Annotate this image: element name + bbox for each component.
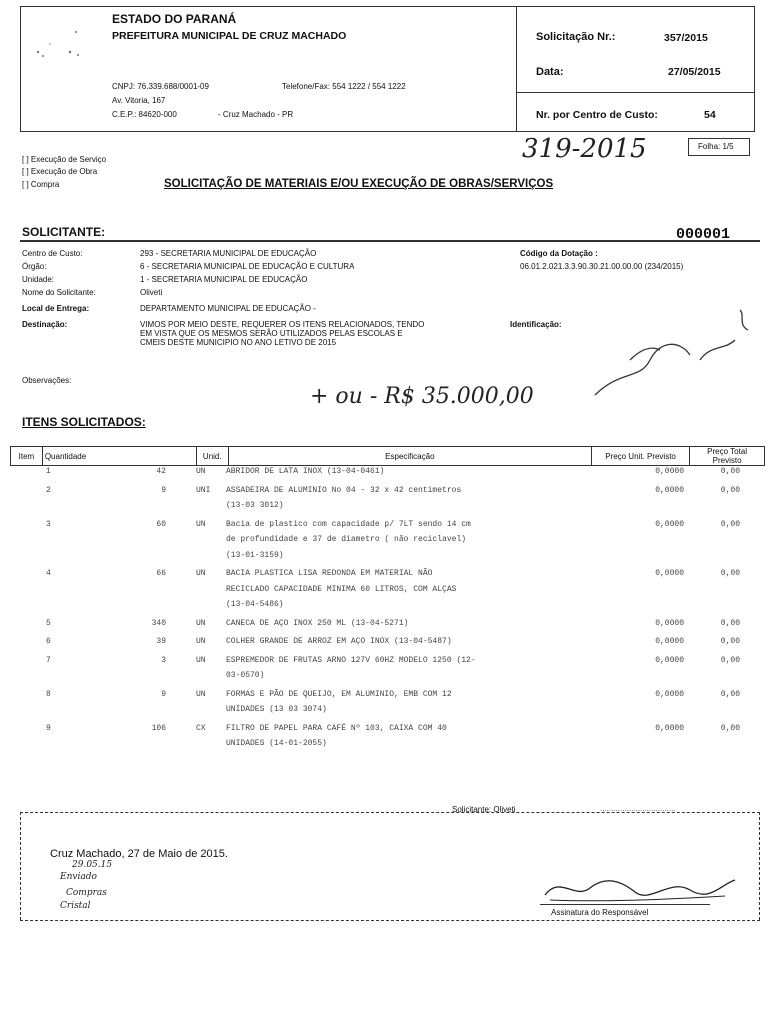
- item-quantity: 340: [151, 618, 166, 628]
- col-header-total-price: Preço Total Previsto: [690, 447, 765, 466]
- signature-label: Assinatura do Responsável: [551, 908, 649, 917]
- place-and-date: Cruz Machado, 27 de Maio de 2015.: [50, 848, 228, 860]
- items-heading: ITENS SOLICITADOS:: [22, 415, 146, 429]
- cost-center-field-value: 293 - SECRETARIA MUNICIPAL DE EDUCAÇÃO: [140, 249, 317, 258]
- phone-text: Telefone/Fax: 554 1222 / 554 1222: [282, 82, 406, 91]
- item-number: 9: [46, 723, 51, 733]
- delivery-value: DEPARTAMENTO MUNICIPAL DE EDUCAÇÃO -: [140, 304, 316, 313]
- item-number: 2: [46, 485, 51, 495]
- date-label: Data:: [536, 66, 564, 78]
- sheet-number: Folha: 1/5: [698, 142, 734, 151]
- item-unit-price: 0,0000: [655, 467, 684, 476]
- item-total-price: 0,00: [720, 723, 740, 733]
- item-total-price: 0,00: [720, 655, 740, 665]
- item-unit: UN: [196, 569, 206, 578]
- item-unit-price: 0,0000: [655, 655, 684, 665]
- item-unit: UN: [196, 655, 206, 665]
- col-header-unit: Unid.: [196, 447, 228, 466]
- organ-value: 6 - SECRETARIA MUNICIPAL DE EDUCAÇÃO E CULTURA: [140, 262, 355, 271]
- signature-line: [540, 904, 710, 905]
- item-quantity: 66: [156, 569, 166, 578]
- item-specification-line: Bacia de plastico com capacidade p/ 7LT sendo 14 cm: [226, 519, 471, 529]
- handwritten-protocol-number: 319-2015: [522, 134, 647, 164]
- handwritten-stamp-sent: Enviado: [60, 872, 97, 882]
- item-total-price: 0,00: [720, 618, 740, 628]
- col-header-item: Item: [11, 447, 43, 466]
- identification-label: Identificação:: [510, 320, 562, 329]
- item-total-price: 0,00: [720, 485, 740, 495]
- item-unit-price: 0,0000: [655, 485, 684, 495]
- item-unit-price: 0,0000: [655, 519, 684, 529]
- solicitante-rule: [20, 240, 760, 242]
- delivery-label: Local de Entrega:: [22, 304, 90, 313]
- item-specification-line: ABRIDOR DE LATA INOX (13-04-0461): [226, 467, 385, 476]
- item-total-price: 0,00: [720, 637, 740, 646]
- item-specification-line: 03-0570): [226, 671, 265, 680]
- item-quantity: 42: [156, 467, 166, 476]
- item-number: 1: [46, 467, 51, 476]
- col-header-specification: Especificação: [228, 447, 591, 466]
- item-unit-price: 0,0000: [655, 569, 684, 578]
- header-divider: [516, 6, 517, 132]
- item-total-price: 0,00: [720, 689, 740, 699]
- item-unit-price: 0,0000: [655, 637, 684, 646]
- item-specification-line: de profundidade e 37 de diametro ( não reciclavel): [226, 535, 467, 544]
- destination-line-1: VIMOS POR MEIO DESTE, REQUERER OS ITENS RELACIONADOS, TENDO: [140, 320, 425, 329]
- footer-right-rule: [759, 812, 760, 920]
- address-text: Av. Vitoria, 167: [112, 96, 166, 105]
- items-table-header: [10, 446, 765, 466]
- item-number: 8: [46, 689, 51, 699]
- item-specification-line: BACIA PLASTICA LISA REDONDA EM MATERIAL NÃO: [226, 569, 433, 578]
- date-value: 27/05/2015: [668, 66, 721, 78]
- option-works: [ ] Execução de Obra: [22, 167, 98, 176]
- item-quantity: 9: [161, 689, 166, 699]
- document-title: SOLICITAÇÃO DE MATERIAIS E/OU EXECUÇÃO DE OBRAS/SERVIÇOS: [164, 178, 554, 190]
- handwritten-stamp-purchasing: Compras: [66, 888, 107, 898]
- stamp-number: 000001: [676, 226, 731, 243]
- destination-label: Destinação:: [22, 320, 68, 329]
- item-unit: CX: [196, 723, 206, 733]
- item-total-price: 0,00: [720, 467, 740, 476]
- organ-label: Órgão:: [22, 262, 47, 271]
- item-unit-price: 0,0000: [655, 689, 684, 699]
- col-header-unit-price: Preço Unit. Previsto: [591, 447, 689, 466]
- destination-line-3: CMEIS DESTE MUNICIPIO NO ANO LETIVO DE 2015: [140, 338, 337, 347]
- item-specification-line: FORMAS E PÃO DE QUEIJO, EM ALUMINIO, EMB COM 12: [226, 689, 452, 699]
- requester-name-value: Oliveti: [140, 288, 163, 297]
- cost-center-field-label: Centro de Custo:: [22, 249, 83, 258]
- item-specification-line: UNIDADES (14-01-2055): [226, 739, 327, 748]
- dotacao-value: 06.01.2.021.3.3.90.30.21.00.00.00 (234/2015): [520, 262, 684, 271]
- handwritten-estimated-amount: + ou - R$ 35.000,00: [310, 384, 534, 409]
- item-specification-line: ASSADEIRA DE ALUMINIO No 04 - 32 x 42 centimetros: [226, 485, 462, 495]
- item-specification-line: COLHER GRANDE DE ARROZ EM AÇO INOX (13-04-5487): [226, 637, 452, 646]
- item-unit: UN: [196, 689, 206, 699]
- item-unit: UNI: [196, 485, 211, 495]
- item-number: 4: [46, 569, 51, 578]
- item-specification-line: CANECA DE AÇO INOX 250 ML (13-04-5271): [226, 618, 409, 628]
- item-total-price: 0,00: [720, 519, 740, 529]
- city-text: - Cruz Machado - PR: [218, 110, 294, 119]
- item-specification-line: ESPREMEDOR DE FRUTAS ARNO 127V 60HZ MODELO 1250 (12-: [226, 655, 476, 665]
- item-unit: UN: [196, 519, 206, 529]
- option-purchase: [ ] Compra: [22, 180, 60, 189]
- cep-text: C.E.P.: 84620-000: [112, 110, 177, 119]
- cost-center-label: Nr. por Centro de Custo:: [536, 109, 658, 121]
- unit-value: 1 - SECRETARIA MUNICIPAL DE EDUCAÇÃO: [140, 275, 308, 284]
- solicitante-signature-line: Solicitante: Oliveti: [452, 805, 516, 814]
- handwritten-note-mark: [590, 300, 760, 410]
- dotacao-label: Código da Dotação :: [520, 249, 598, 258]
- municipal-crest-logo: [28, 22, 98, 72]
- item-number: 7: [46, 655, 51, 665]
- item-quantity: 60: [156, 519, 166, 529]
- item-unit: UN: [196, 467, 206, 476]
- item-total-price: 0,00: [720, 569, 740, 578]
- state-name: ESTADO DO PARANÁ: [112, 12, 237, 26]
- item-specification-line: (13-03 3012): [226, 501, 284, 510]
- prefecture-name: PREFEITURA MUNICIPAL DE CRUZ MACHADO: [112, 30, 347, 42]
- cost-center-number: 54: [704, 109, 716, 121]
- item-quantity: 3: [161, 655, 166, 665]
- item-number: 3: [46, 519, 51, 529]
- footer-left-rule: [20, 812, 21, 920]
- item-specification-line: RECICLADO CAPACIDADE MINIMA 60 LITROS, COM ALÇAS: [226, 584, 457, 594]
- handwritten-stamp-name: Cristal: [60, 901, 91, 911]
- item-specification-line: FILTRO DE PAPEL PARA CAFÉ Nº 103, CAIXA COM 40: [226, 723, 447, 733]
- item-number: 5: [46, 618, 51, 628]
- item-specification-line: (13-04-5486): [226, 600, 284, 609]
- item-quantity: 39: [156, 637, 166, 646]
- destination-line-2: EM VISTA QUE OS MESMOS SERÃO UTILIZADOS PELAS ESCOLAS E: [140, 329, 403, 338]
- footer-top-rule: [20, 812, 760, 813]
- header-right-separator: [516, 92, 755, 93]
- col-header-quantity: Quantidade: [42, 447, 196, 466]
- solicitante-heading: SOLICITANTE:: [22, 225, 106, 239]
- item-specification-line: (13-01-3159): [226, 550, 284, 560]
- item-unit-price: 0,0000: [655, 618, 684, 628]
- item-quantity: 9: [161, 485, 166, 495]
- footer-bottom-rule: [20, 920, 760, 921]
- handwritten-stamp-date: 29.05.15: [72, 860, 113, 870]
- option-service: [ ] Execução de Serviço: [22, 155, 107, 164]
- item-unit-price: 0,0000: [655, 723, 684, 733]
- request-value: 357/2015: [664, 32, 708, 44]
- item-unit: UN: [196, 637, 206, 646]
- unit-label: Unidade:: [22, 275, 55, 284]
- solicitante-dotted-line: ..................................: [600, 804, 676, 813]
- cnpj-text: CNPJ: 76.339.688/0001-09: [112, 82, 209, 91]
- request-label: Solicitação Nr.:: [536, 31, 616, 43]
- item-specification-line: UNIDADES (13 03 3074): [226, 705, 327, 714]
- item-number: 6: [46, 637, 51, 646]
- requester-name-label: Nome do Solicitante:: [22, 288, 96, 297]
- item-quantity: 106: [151, 723, 166, 733]
- item-unit: UN: [196, 618, 206, 628]
- observations-label: Observações:: [22, 376, 72, 385]
